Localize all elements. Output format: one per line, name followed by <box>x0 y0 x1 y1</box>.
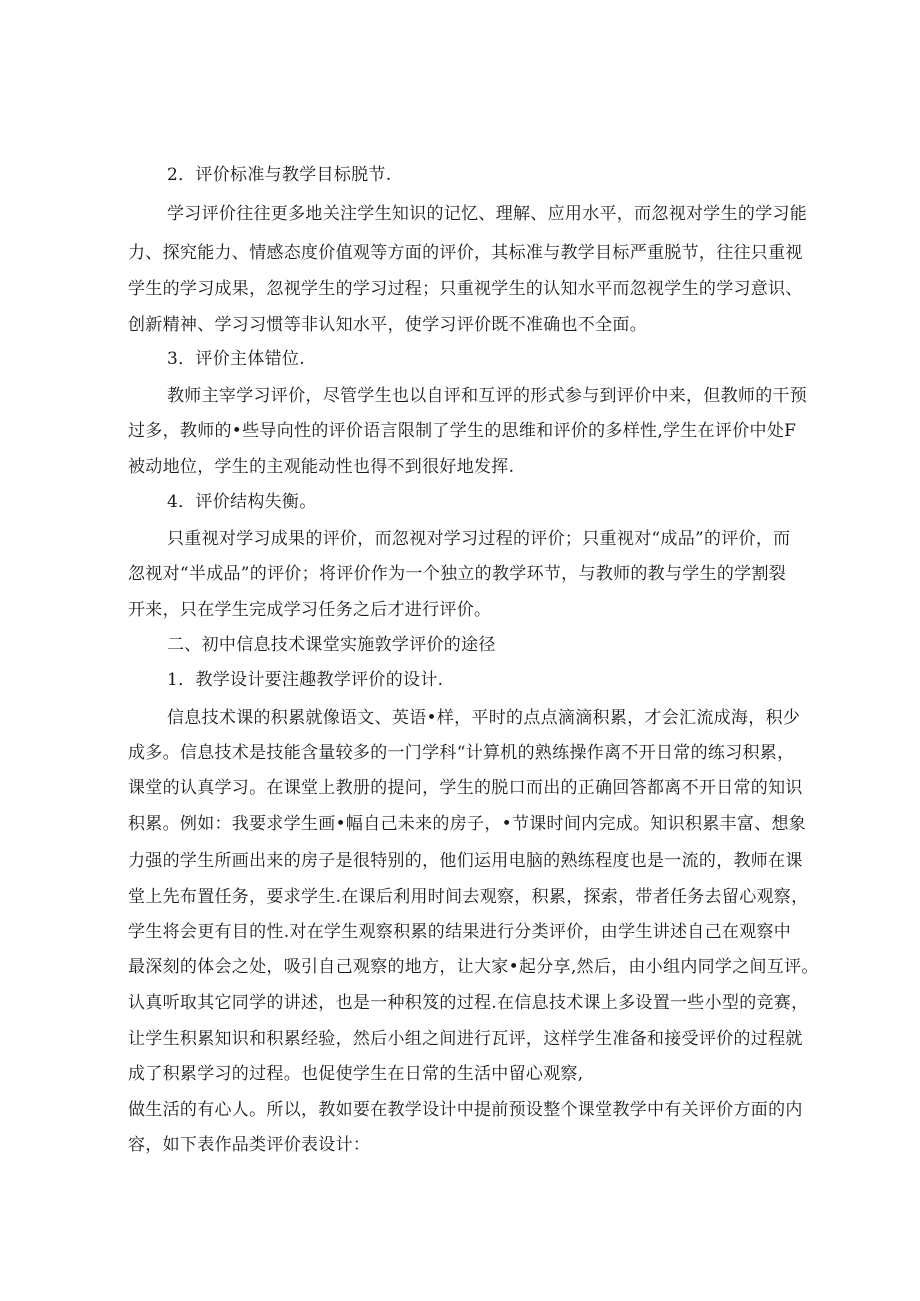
part-2-item-1-line-1: 信息技术课的积累就像语文、英语•样，平时的点点滴滴积累，才会汇流成海，积少 <box>167 708 801 728</box>
section-2-line-3: 学生的学习成果，忽视学生的学习过程；只重视学生的认知水平而忽视学生的学习意识、 <box>128 279 803 299</box>
part-2-item-1-line-6: 堂上先布置任务，要求学生.在课后利用时间去观察，积累，探索，带者任务去留心观察， <box>128 887 809 907</box>
part-2-item-1-heading: 1．教学设计要注趣教学评价的设计. <box>167 670 444 690</box>
part-2-item-1-line-2: 成多。信息技术是技能含量较多的一门学科“计算机的熟练操作离不开日常的练习积累， <box>128 743 795 763</box>
section-4-line-1: 只重视对学习成果的评价，而忽视对学习过程的评价；只重视对“成品”的评价，而 <box>167 529 791 549</box>
part-2-item-1-line-5: 力强的学生所画出来的房子是很特别的，他们运用电脑的熟练程度也是一流的，教师在课 <box>128 851 803 871</box>
section-4-line-3: 开来，只在学生完成学习任务之后才进行评价。 <box>128 600 492 620</box>
part-2-item-1-line-8: 最深刻的体会之处，吸引自己观察的地方，让大家•起分享,然后，由小组内同学之间互评。 <box>128 957 819 977</box>
section-3-line-3: 被动地位，学生的主观能动性也得不到很好地发挥. <box>128 457 515 477</box>
part-2-item-1-line-13: 容，如下表作品类评价表设计： <box>128 1135 371 1155</box>
part-2-item-1-line-4: 积累。例如：我要求学生画•幅自己未来的房子，•节课时间内完成。知识积累丰富、想象 <box>128 814 807 834</box>
section-4-heading: 4．评价结构失衡。 <box>167 492 317 512</box>
section-3-line-2: 过多，教师的•些导向性的评价语言限制了学生的思维和评价的多样性,学生在评价中处F <box>128 421 797 441</box>
section-2-heading: 2．评价标准与教学目标脱节. <box>167 165 392 185</box>
section-2-line-4: 创新精神、学习习惯等非认知水平，使学习评价既不准确也不全面。 <box>128 315 647 335</box>
section-2-line-2: 力、探究能力、情感态度价值观等方面的评价，其标准与教学目标严重脱节，往往只重视 <box>128 243 803 263</box>
part-2-item-1-line-11: 成了积累学习的过程。也促使学生在日常的生活中留心观察, <box>128 1064 584 1084</box>
part-2-item-1-line-7: 学生将会更有目的性.对在学生观察积累的结果进行分类评价，由学生讲述自己在观察中 <box>128 922 792 942</box>
part-2-item-1-line-12: 做生活的有心人。所以，教如要在教学设计中提前预设整个课堂教学中有关评价方面的内 <box>128 1100 803 1120</box>
section-2-line-1: 学习评价往往更多地关注学生知识的记忆、理解、应用水平，而忽视对学生的学习能 <box>167 204 808 224</box>
part-2-item-1-line-3: 课堂的认真学习。在课堂上教册的提问，学生的脱口而出的正确回答都离不开日常的知识 <box>128 778 803 798</box>
section-3-line-1: 教师主宰学习评价，尽管学生也以自评和互评的形式参与到评价中来，但教师的干预 <box>167 386 808 406</box>
part-2-item-1-line-10: 让学生积累知识和积累经验，然后小组之间进行瓦评，这样学生准备和接受评价的过程就 <box>128 1029 803 1049</box>
part-2-heading: 二、初中信息技术课堂实施敦学评价的途径 <box>167 635 496 655</box>
section-3-heading: 3．评价主体错位. <box>167 349 305 369</box>
part-2-item-1-line-9: 认真听取其它同学的讲述，也是一种积笈的过程.在信息技术课上多设置一些小型的竞赛， <box>128 993 809 1013</box>
section-4-line-2: 忽视对“半成品”的评价；将评价作为一个独立的教学环节，与教师的教与学生的学割裂 <box>128 564 787 584</box>
